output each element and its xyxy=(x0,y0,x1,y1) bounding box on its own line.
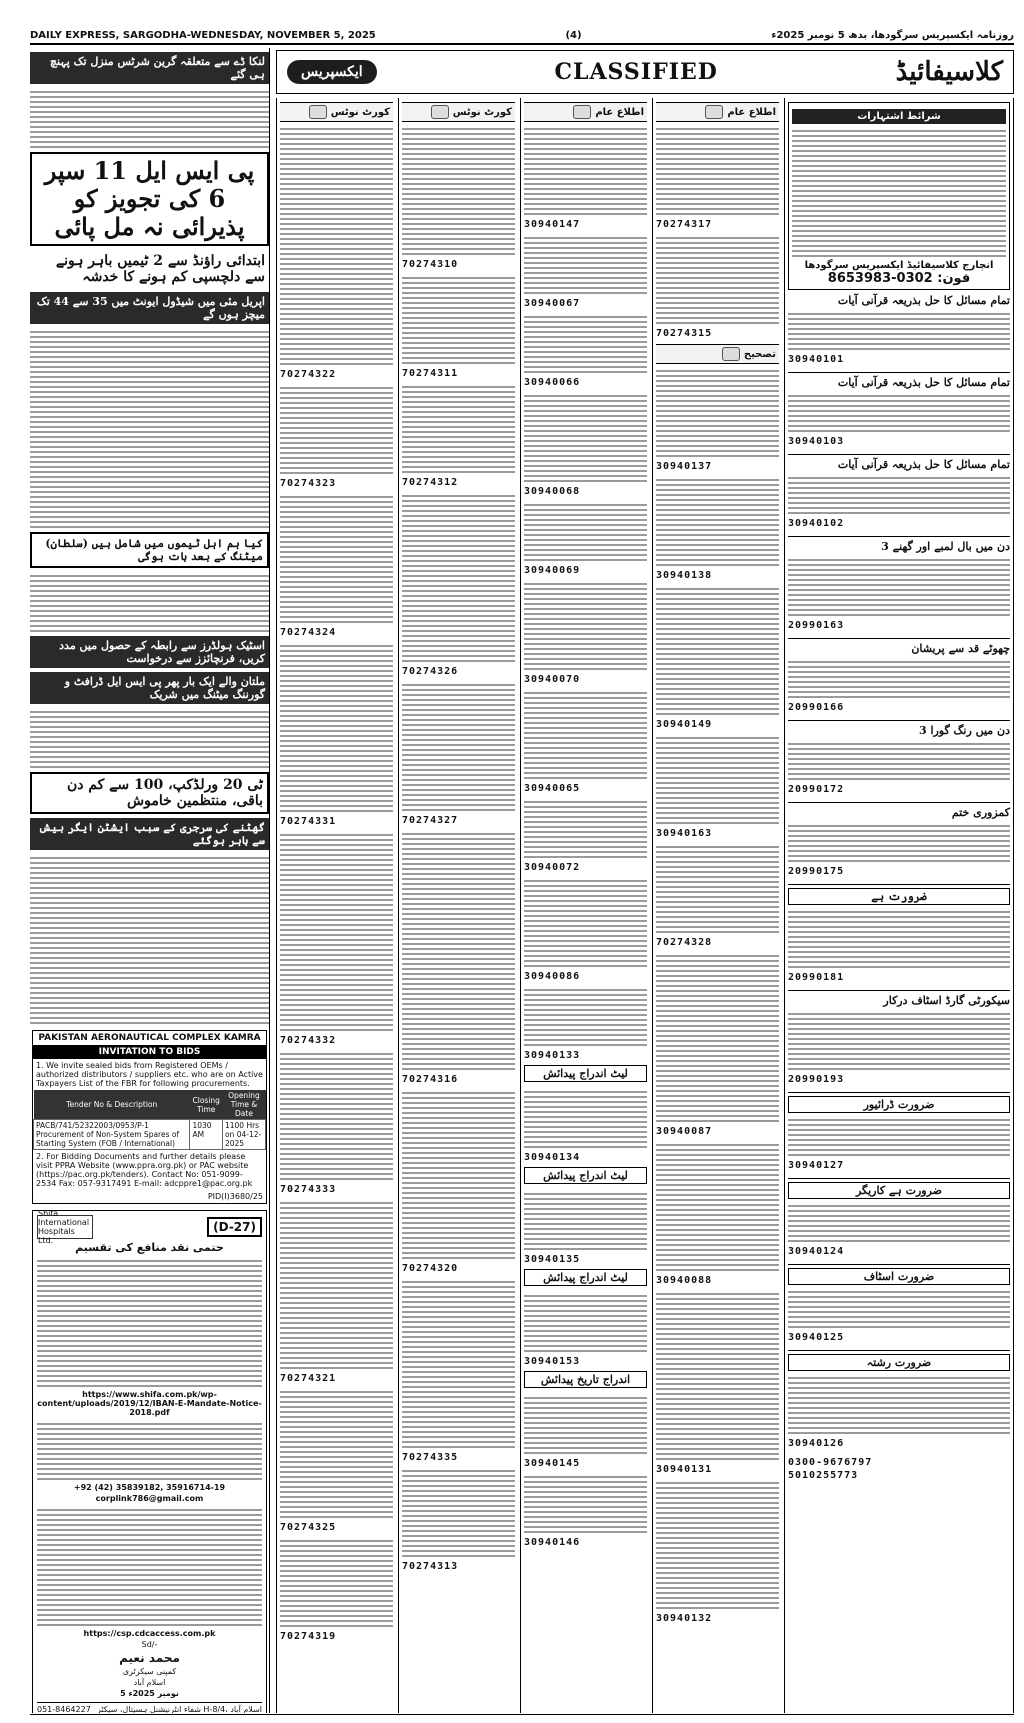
ad-heading: سیکورٹی گارڈ اسٹاف درکار xyxy=(883,994,1010,1007)
dividend-notice xyxy=(32,1210,267,1713)
notice-text xyxy=(37,1420,262,1480)
ad-text xyxy=(524,234,647,294)
notice-place: اسلام آباد xyxy=(133,1678,166,1687)
divider xyxy=(788,884,1010,885)
classified-ad xyxy=(788,1268,1010,1344)
tender-notice xyxy=(32,1030,267,1204)
article-text xyxy=(30,572,269,632)
page-number: (4) xyxy=(565,29,582,41)
public-notice-column-1 xyxy=(520,98,650,1713)
tender-para: 2. For Bidding Documents and further details please visit PPRA Website (www.ppra.org.pk) or PAC website (https://pac.org.pk/tenders). Contact No: 051-9099-2534 Fax: 057-9317491 E-mail: adcppre1@pac.org.pk xyxy=(36,1152,253,1188)
section-header xyxy=(656,344,779,364)
section-title: تصحیح xyxy=(743,348,776,360)
pen-icon xyxy=(722,347,740,361)
ad-phone: 30940145 xyxy=(524,1458,581,1469)
ad-phone: 70274332 xyxy=(280,1035,337,1046)
ad-heading: تمام مسائل کا حل بذریعہ قرآنی آیات xyxy=(837,294,1010,307)
classified-ad xyxy=(788,724,1010,796)
ad-text xyxy=(524,1190,647,1250)
ad-phone: 20990166 xyxy=(788,702,845,713)
dob-entry-ad xyxy=(524,1371,647,1388)
ad-text xyxy=(280,831,393,1031)
headline: ابتدائی راؤنڈ سے 2 ٹیمیں باہر ہونے سے دلچسپی کم ہونے کا خدشہ xyxy=(55,253,265,285)
notice-cdc-link[interactable]: https://csp.cdcaccess.com.pk xyxy=(83,1629,216,1638)
ad-phone: 5010255773 xyxy=(788,1470,859,1481)
ad-phone: 30940132 xyxy=(656,1613,713,1624)
ad-text xyxy=(280,1537,393,1627)
notice-footer-address: شفاء انٹرنیشنل ہسپتال، سیکٹر H-8/4، اسلام آباد xyxy=(96,1705,262,1713)
ad-text xyxy=(524,1473,647,1533)
gavel-icon xyxy=(431,105,449,119)
terms-text xyxy=(792,127,1006,257)
ad-text xyxy=(280,1050,393,1180)
ad-heading: 3 دن میں رنگ گورا xyxy=(918,724,1010,737)
headline-part: سپر 6 کی تجویز کو پذیرائی نہ مل پائی xyxy=(44,156,245,241)
classified-ad xyxy=(788,806,1010,878)
ad-text xyxy=(788,658,1010,698)
section-title: اطلاع عام xyxy=(727,106,776,118)
ad-phone: 30940126 xyxy=(788,1438,845,1449)
court-notice-column-1 xyxy=(276,98,396,1713)
ad-text xyxy=(402,125,515,255)
ad-text xyxy=(524,501,647,561)
section-header xyxy=(524,102,647,122)
ad-phone: 30940149 xyxy=(656,719,713,730)
ad-phone: 20990163 xyxy=(788,620,845,631)
classified-banner xyxy=(276,50,1014,94)
ad-phone: 30940070 xyxy=(524,674,581,685)
ad-text xyxy=(656,952,779,1122)
ad-text xyxy=(280,125,393,365)
ad-phone: 30940135 xyxy=(524,1254,581,1265)
ad-phone: 70274317 xyxy=(656,219,713,230)
notice-footer-phone: 051-8464227 xyxy=(37,1705,91,1713)
terms-box xyxy=(788,102,1010,290)
notice-text xyxy=(37,1506,262,1626)
notice-url[interactable]: https://www.shifa.com.pk/wp-content/uploads/2019/12/IBAN-E-Mandate-Notice-2018.pdf xyxy=(37,1390,262,1417)
classified-ad xyxy=(788,540,1010,632)
divider xyxy=(788,1178,1010,1179)
ad-phone: 70274328 xyxy=(656,937,713,948)
ad-phone: 70274324 xyxy=(280,627,337,638)
headline: ملتان والے ایک بار پھر پی ایس ایل ڈرافٹ و گورننگ میٹنگ میں شریک xyxy=(30,672,269,704)
classified-title-en: CLASSIFIED xyxy=(554,59,718,85)
ad-phone: 70274331 xyxy=(280,816,337,827)
ad-phone: 70274325 xyxy=(280,1522,337,1533)
ad-phone: 30940125 xyxy=(788,1332,845,1343)
ad-text xyxy=(524,1394,647,1454)
tender-cell: 1100 Hrs on 04-12-2025 xyxy=(222,1120,265,1150)
court-notice-column-2 xyxy=(398,98,518,1713)
classified-ad xyxy=(788,1182,1010,1258)
ad-text xyxy=(656,843,779,933)
section-header xyxy=(280,102,393,122)
ad-phone: 70274312 xyxy=(402,477,459,488)
ad-phone: 30940088 xyxy=(656,1275,713,1286)
ad-text xyxy=(788,310,1010,350)
ad-phone: 30940072 xyxy=(524,862,581,873)
headline: لنکا ڈے سے متعلقہ گرین شرٹس منزل تک پہنچ ہی گئے xyxy=(30,52,269,84)
ad-text xyxy=(524,125,647,215)
ad-phone: 70274333 xyxy=(280,1184,337,1195)
notice-code: (D-27) xyxy=(207,1217,262,1237)
article-text xyxy=(30,854,269,1024)
classified-ad xyxy=(788,376,1010,448)
headline: ٹی 20 ورلڈکپ، 100 سے کم دن باقی، منتظمین خاموش xyxy=(30,772,269,814)
incharge-label: انچارج کلاسیفائیڈ ایکسپریس سرگودھا xyxy=(804,260,994,271)
ad-phone: 70274323 xyxy=(280,478,337,489)
ad-phone: 20990193 xyxy=(788,1074,845,1085)
ad-phone: 70274313 xyxy=(402,1561,459,1572)
classified-ad xyxy=(788,642,1010,714)
ad-heading: اندراج تاریخ پیدائش xyxy=(524,1371,647,1388)
divider xyxy=(788,536,1010,537)
classified-ad xyxy=(788,1096,1010,1172)
divider xyxy=(788,372,1010,373)
classified-ad xyxy=(788,1354,1010,1450)
express-logo: ایکسپریس xyxy=(287,60,377,84)
page-header xyxy=(30,28,1014,42)
section-header xyxy=(656,102,779,122)
ad-text xyxy=(656,734,779,824)
ad-text xyxy=(524,580,647,670)
ad-text xyxy=(524,689,647,779)
classified-ad xyxy=(788,294,1010,366)
public-notice-column-2 xyxy=(652,98,782,1713)
gavel-icon xyxy=(309,105,327,119)
classified-title-ur: کلاسیفائیڈ xyxy=(895,57,1003,87)
ad-phone: 30940087 xyxy=(656,1126,713,1137)
tender-th: Closing Time xyxy=(190,1090,223,1120)
article-text xyxy=(30,708,269,768)
tender-cell: PACB/741/52322003/0953/P-1 Procurement of Non-System Spares of Starting System (FOB / International) xyxy=(34,1120,190,1150)
ad-phone: 30940066 xyxy=(524,377,581,388)
divider xyxy=(788,990,1010,991)
ad-phone: 70274320 xyxy=(402,1263,459,1274)
ad-heading: کمزوری ختم xyxy=(951,806,1010,819)
divider xyxy=(788,802,1010,803)
ad-heading: لیٹ اندراج پیدائش xyxy=(524,1167,647,1184)
ad-phone: 20990175 xyxy=(788,866,845,877)
ad-text xyxy=(280,642,393,812)
headline: گھٹنے کی سرجری کے سبب ایشٹن ایگر بیش سے باہر ہوگئے xyxy=(30,818,269,850)
ad-text xyxy=(402,383,515,473)
ad-phone: 30940127 xyxy=(788,1160,845,1171)
divider xyxy=(788,720,1010,721)
footer-rule xyxy=(30,1714,1014,1715)
ad-text xyxy=(788,822,1010,862)
ad-text xyxy=(788,740,1010,780)
tender-th: Tender No & Description xyxy=(34,1090,190,1120)
ad-text xyxy=(524,1088,647,1148)
ad-text xyxy=(524,877,647,967)
ad-text xyxy=(402,1089,515,1259)
headline: کیا ہم اہل ٹیموں میں شامل ہیں (سلطان) میٹنگ کے بعد بات ہوگی xyxy=(30,532,269,568)
ad-phone: 30940069 xyxy=(524,565,581,576)
late-birth-ad xyxy=(524,1065,647,1082)
header-left: DAILY EXPRESS, SARGODHA-WEDNESDAY, NOVEMBER 5, 2025 xyxy=(30,29,376,41)
ad-text xyxy=(788,1010,1010,1070)
tender-para: 1. We invite sealed bids from Registered OEMs / authorized distributors / suppliers etc. who are on Active Taxpayers List of the FBR for following procurements. xyxy=(36,1061,263,1088)
ad-text xyxy=(788,392,1010,432)
ad-text xyxy=(788,1202,1010,1242)
ad-text xyxy=(656,1290,779,1460)
ad-text xyxy=(524,392,647,482)
notice-phone: +92 (42) 35839182, 35916714-19 xyxy=(73,1483,226,1492)
ad-phone: 30940146 xyxy=(524,1537,581,1548)
ad-heading: تمام مسائل کا حل بذریعہ قرآنی آیات xyxy=(837,458,1010,471)
article-text xyxy=(30,88,269,148)
ad-text xyxy=(524,1292,647,1352)
shifa-logo: Shifa International Hospitals Ltd. xyxy=(37,1215,93,1239)
classified-ad xyxy=(788,458,1010,530)
ad-phone: 70274319 xyxy=(280,1631,337,1642)
header-rule xyxy=(30,43,1014,45)
tender-table xyxy=(33,1090,266,1150)
headline: اسٹیک ہولڈرز سے رابطہ کے حصول میں مدد کریں، فرنچائزز سے درخواست xyxy=(30,636,269,668)
ad-phone: 30940137 xyxy=(656,461,713,472)
ad-text xyxy=(788,1116,1010,1156)
ad-phone: 30940134 xyxy=(524,1152,581,1163)
ad-phone: 30940138 xyxy=(656,570,713,581)
notice-date: 5 نومبر 2025ء xyxy=(120,1689,179,1698)
ad-heading: چھوٹے قد سے پریشان xyxy=(911,642,1010,655)
ad-phone: 30940153 xyxy=(524,1356,581,1367)
tender-pid: PID(I)3680/25 xyxy=(207,1192,263,1201)
ad-text xyxy=(788,908,1010,968)
header-right: روزنامہ ایکسپریس سرگودھا، بدھ 5 نومبر 2025ء xyxy=(771,29,1014,41)
ad-text xyxy=(280,493,393,623)
ad-phone: 30940065 xyxy=(524,783,581,794)
ad-phone: 30940131 xyxy=(656,1464,713,1475)
section-title: کورٹ نوٹس xyxy=(452,106,512,118)
headline: اپریل مئی میں شیڈول ایونٹ میں 35 سے 44 تک میچز ہوں گے xyxy=(30,292,269,324)
tender-title: INVITATION TO BIDS xyxy=(33,1045,266,1059)
classified-ad xyxy=(788,994,1010,1086)
ad-heading: لیٹ اندراج پیدائش xyxy=(524,1269,647,1286)
tender-org: PAKISTAN AERONAUTICAL COMPLEX KAMRA xyxy=(38,1033,261,1043)
ad-phone: 30940068 xyxy=(524,486,581,497)
divider xyxy=(788,1092,1010,1093)
ad-text xyxy=(280,384,393,474)
section-header xyxy=(402,102,515,122)
ad-phone: 70274315 xyxy=(656,328,713,339)
ad-text xyxy=(524,798,647,858)
ad-phone: 30940163 xyxy=(656,828,713,839)
ad-text xyxy=(656,1479,779,1609)
ad-phone: 30940086 xyxy=(524,971,581,982)
ad-phone: 70274326 xyxy=(402,666,459,677)
divider xyxy=(788,638,1010,639)
notice-signatory: محمد نعیم xyxy=(119,1651,180,1665)
ad-phone: 20990181 xyxy=(788,972,845,983)
ad-heading: ضرورت ہے xyxy=(788,888,1010,905)
ad-text xyxy=(788,1374,1010,1434)
ad-text xyxy=(402,492,515,662)
ad-heading: لیٹ اندراج پیدائش xyxy=(524,1065,647,1082)
headline-part: پی ایس ایل 11 xyxy=(93,156,255,185)
notice-title: حتمی نقد منافع کی تقسیم xyxy=(75,1241,224,1254)
tender-th: Opening Time & Date xyxy=(222,1090,265,1120)
section-title: اطلاع عام xyxy=(595,106,644,118)
ad-phone: 30940101 xyxy=(788,354,845,365)
ad-phone: 30940102 xyxy=(788,518,845,529)
ad-heading: ضرورت ہے کاریگر xyxy=(788,1182,1010,1199)
section-title: کورٹ نوٹس xyxy=(330,106,390,118)
ad-phone: 70274335 xyxy=(402,1452,459,1463)
ad-text xyxy=(656,585,779,715)
divider xyxy=(788,1264,1010,1265)
incharge-phone: فون: 0302-8653983 xyxy=(827,271,971,286)
ad-text xyxy=(280,1199,393,1369)
ad-phone: 70274327 xyxy=(402,815,459,826)
ad-text xyxy=(402,1278,515,1448)
notice-role: کمپنی سیکرٹری xyxy=(122,1667,177,1676)
ad-text xyxy=(656,234,779,324)
ad-phone: 0300-9676797 xyxy=(788,1457,873,1468)
ad-text xyxy=(788,1288,1010,1328)
notice-text xyxy=(37,1257,262,1387)
classified-right-column xyxy=(784,98,1014,1713)
ad-text xyxy=(656,125,779,215)
ad-text xyxy=(524,313,647,373)
ad-phone: 30940103 xyxy=(788,436,845,447)
ad-phone: 30940133 xyxy=(524,1050,581,1061)
ad-text xyxy=(524,986,647,1046)
ad-phone: 70274316 xyxy=(402,1074,459,1085)
ad-text xyxy=(656,476,779,566)
ad-text xyxy=(402,1467,515,1557)
ad-text xyxy=(402,830,515,1070)
classified-ad xyxy=(788,888,1010,984)
sports-news-column xyxy=(30,48,270,1713)
ad-text xyxy=(280,1388,393,1518)
megaphone-icon xyxy=(573,105,591,119)
ad-phone: 20990172 xyxy=(788,784,845,795)
notice-sd: Sd/- xyxy=(141,1640,158,1649)
divider xyxy=(788,1350,1010,1351)
ad-heading: 3 دن میں بال لمبے اور گھنے xyxy=(881,540,1010,553)
ad-text xyxy=(788,474,1010,514)
headline xyxy=(30,152,269,246)
late-birth-ad xyxy=(524,1269,647,1286)
article-text xyxy=(30,328,269,528)
ad-text xyxy=(402,681,515,811)
late-birth-ad xyxy=(524,1167,647,1184)
notice-email[interactable]: corplink786@gmail.com xyxy=(95,1494,204,1503)
megaphone-icon xyxy=(705,105,723,119)
ad-heading: ضرورت ڈرائیور xyxy=(788,1096,1010,1113)
ad-heading: ضرورت اسٹاف xyxy=(788,1268,1010,1285)
ad-text xyxy=(656,367,779,457)
ad-text xyxy=(402,274,515,364)
ad-heading: تمام مسائل کا حل بذریعہ قرآنی آیات xyxy=(837,376,1010,389)
ad-phone: 70274310 xyxy=(402,259,459,270)
ad-phone: 30940124 xyxy=(788,1246,845,1257)
ad-phone: 30940147 xyxy=(524,219,581,230)
tender-cell: 1030 AM xyxy=(190,1120,223,1150)
ad-heading: ضرورت رشتہ xyxy=(788,1354,1010,1371)
ad-text xyxy=(656,1141,779,1271)
divider xyxy=(788,454,1010,455)
ad-text xyxy=(788,556,1010,616)
ad-phone: 70274311 xyxy=(402,368,459,379)
ad-phone: 70274321 xyxy=(280,1373,337,1384)
terms-title: شرائط اشتہارات xyxy=(792,109,1006,124)
ad-phone: 30940067 xyxy=(524,298,581,309)
ad-phone: 70274322 xyxy=(280,369,337,380)
